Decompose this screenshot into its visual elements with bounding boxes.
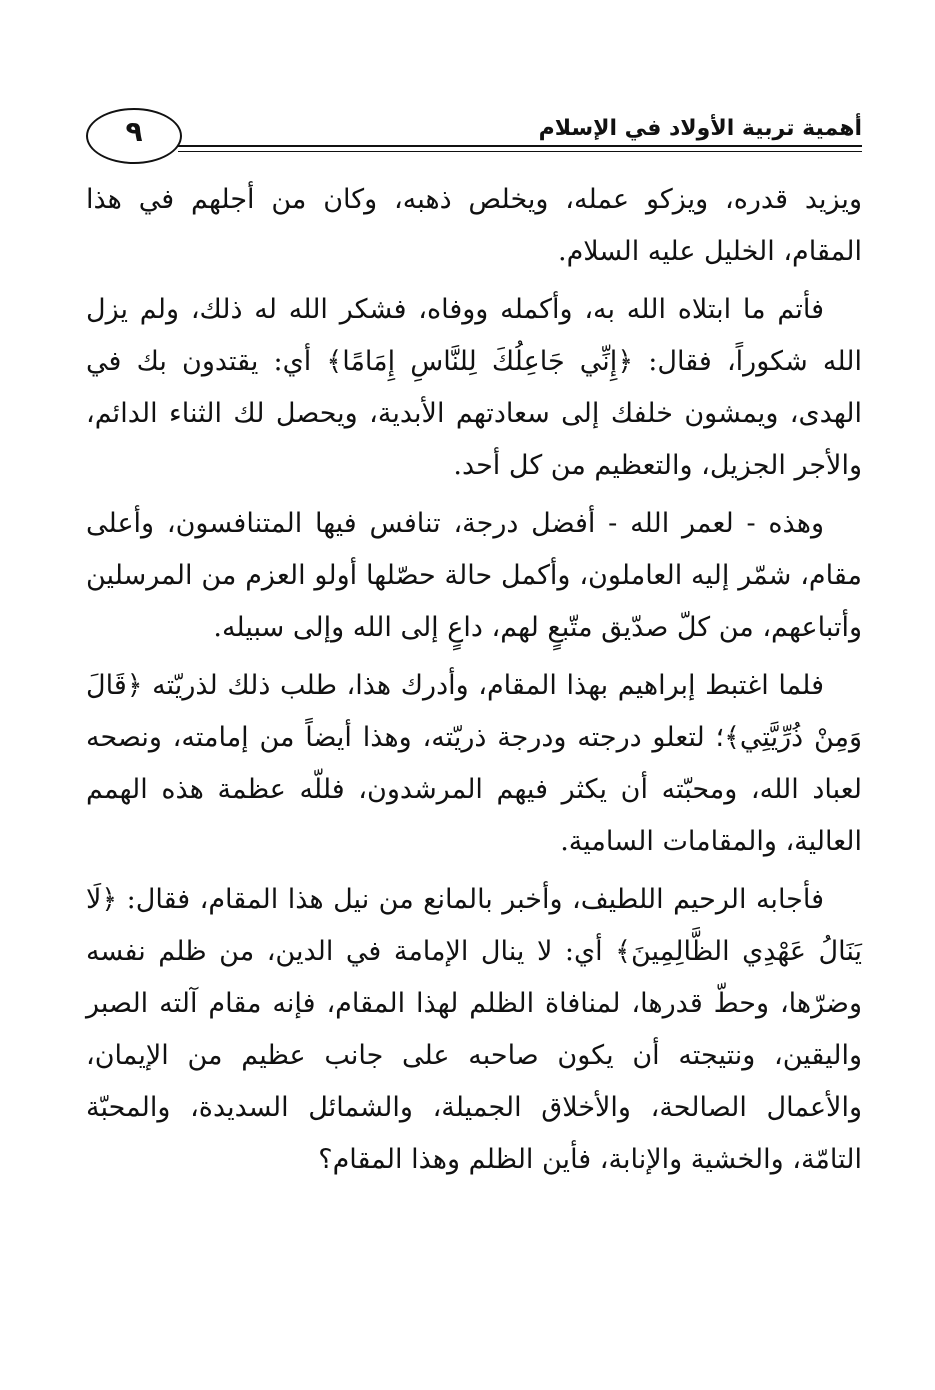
paragraph-5: فأجابه الرحيم اللطيف، وأخبر بالمانع من نيل هذا المقام، فقال: ﴿لَا يَنَالُ عَهْدِي الظَّالِمِينَ﴾ أي: لا ينال الإمامة في الدين، من ظلم نفسه وضرّها، وحطّ قدرها، لمنافاة الظلم لهذا المقام، فإنه مقام آلته الصبر واليقين، ونتيجته أن يكون صاحبه على جانب عظيم من الإيمان، والأعمال الصالحة، والأخلاق الجميلة، والشمائل السديدة، والمحبّة التامّة، والخشية والإنابة، فأين الظلم وهذا المقام؟ bbox=[86, 884, 862, 1175]
header-rule bbox=[178, 145, 862, 152]
running-head-title: أهمية تربية الأولاد في الإسلام bbox=[538, 116, 862, 141]
paragraph-2: فأتم ما ابتلاه الله به، وأكمله ووفاه، فشكر الله له ذلك، ولم يزل الله شكوراً، فقال: ﴿إِنِّي جَاعِلُكَ لِلنَّاسِ إِمَامًا﴾ أي: يقتدون بك في الهدى، ويمشون خلفك إلى سعادتهم الأبدية، ويحصل لك الثناء الدائم، والأجر الجزيل، والتعظيم من كل أحد. bbox=[86, 294, 862, 481]
paragraph-4: فلما اغتبط إبراهيم بهذا المقام، وأدرك هذا، طلب ذلك لذريّته ﴿قَالَ وَمِنْ ذُرِّيَّتِي﴾؛ لتعلو درجته ودرجة ذريّته، وهذا أيضاً من إمامته، ونصحه لعباد الله، ومحبّته أن يكثر فيهم المرشدون، فللّه عظمة هذه الهمم العالية، والمقامات السامية. bbox=[86, 670, 862, 857]
page-header bbox=[86, 108, 862, 168]
paragraph-3: وهذه - لعمر الله - أفضل درجة، تنافس فيها المتنافسون، وأعلى مقام، شمّر إليه العاملون، وأكمل حالة حصّلها أولو العزم من المرسلين وأتباعهم، من كلّ صدّيق متّبعٍ لهم، داعٍ إلى الله وإلى سبيله. bbox=[86, 508, 862, 643]
page-number: ٩ bbox=[86, 108, 182, 164]
paragraph-1: ويزيد قدره، ويزكو عمله، ويخلص ذهبه، وكان من أجلهم في هذا المقام، الخليل عليه السلام. bbox=[86, 184, 862, 267]
body-text bbox=[86, 174, 862, 1192]
